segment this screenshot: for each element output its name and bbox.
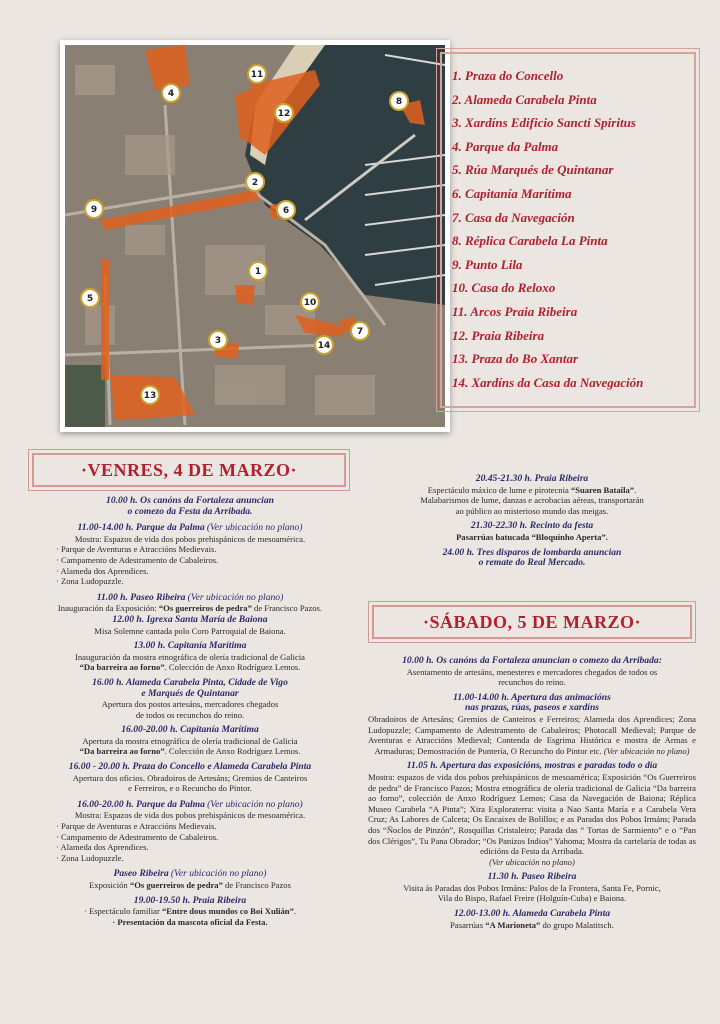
map-pin-13[interactable] — [141, 386, 159, 404]
map-pin-1[interactable] — [249, 262, 267, 280]
friday-schedule-continued — [364, 474, 700, 574]
svg-text:7: 7 — [356, 327, 364, 337]
legend-item: 14. Xardíns da Casa da Navegación — [452, 374, 644, 390]
event: 11.00-14.00 h. Parque da Palma (Ver ubicación no plano) Mostra: Espazos de vida dos pobos prehispánicos de mesoamérica. · Parque de Aventuras e Atraccións Medievais. · Campamento de Adestramento de Cabaleiros. · Alameda dos Aprendices. · Zona Ludopuzzle. — [56, 522, 306, 587]
svg-text:9: 9 — [90, 205, 98, 215]
legend-item: 13. Praza do Bo Xantar — [452, 351, 579, 367]
event: 12.00 h. Igrexa Santa María de Baiona Misa Solemne cantada polo Coro Parroquial de Baiona. — [94, 613, 286, 636]
legend-item: 5. Rúa Marqués de Quintanar — [452, 162, 614, 178]
event: 13.00 h. Capitanía Marítima Inauguración da mostra etnográfica de olería tradicional de Galicia “Da barreira ao forno”. Colección de Anxo Rodríguez Lemos. — [74, 640, 305, 673]
friday-header: ·VENRES, 4 DE MARZO· — [32, 453, 346, 487]
map-pin-12[interactable] — [275, 104, 293, 122]
event: 16.00 h. Alameda Carabela Pinta, Cidade de Vigo e Marqués de Quintanar Apertura dos postos artesáns, mercadores chegados de todos os recunchos do reino. — [92, 676, 288, 720]
event: 11.30 h. Paseo Ribeira Visita ás Paradas dos Pobos Irmáns: Palos de la Frontera, Santa Fe, Pornic, Vila do Bispo, Rafael Freire (Holguín-Cuba) e Baiona. — [403, 871, 661, 904]
event: 11.05 h. Apertura das exposicións, mostras e paradas todo o día Mostra: espazos de vida dos pobos prehispánicos de mesoamérica; Exposición “Os Guerreiros de pedra” de Francisco Pazos; Mostra etnográfica de olería tradicional de Galicia “Da barreira ao forno”, colección de Anxo Rodríguez Lemos; Casa da Navegación de Baiona; Réplica Museo Carabela “A Pinta”; Xira Exploraterra: visita a Nao Santa María e a Carabela Vera Cruz; As Labores de Calceta; Os Encaixes de Bolillos; e as Paradas dos Pobos Irmáns; Parada dos “Ñoclos de Pinzón”, Rosquillas Cristaleiro; Parada das “ Tortas de Sarmiento” e o “Pan dos Clérigos”, Tu Pana Obrador; “Os Panizos Indios” Yahoma; Mostra da cartelaría de todas as edicións da Festa da Arribada. (Ver ubicación no plano) — [368, 760, 696, 867]
svg-text:14: 14 — [317, 341, 331, 351]
map-pin-3[interactable] — [209, 331, 227, 349]
map-pin-4[interactable] — [162, 84, 180, 102]
map-pin-6[interactable] — [277, 201, 295, 219]
event: 10.00 h. Os canóns da Fortaleza anuncian o comezo da Arribada: Asentamento de artesáns, menesteres e mercadores chegados de todos os recunchos do reino. — [402, 655, 662, 688]
legend-item: 11. Arcos Praia Ribeira — [452, 303, 578, 319]
svg-text:10: 10 — [303, 298, 317, 308]
svg-text:1: 1 — [254, 267, 262, 277]
event: 16.00 - 20.00 h. Praza do Concello e Alameda Carabela Pinta Apertura dos oficios. Obradoiros de Artesáns; Gremios de Canteiros e Ferreiros, e o Recuncho do Pintor. — [68, 761, 312, 794]
friday-schedule — [20, 496, 360, 932]
svg-text:6: 6 — [282, 206, 290, 216]
legend-item: 6. Capitanía Marítima — [452, 185, 572, 201]
map-pin-10[interactable] — [301, 293, 319, 311]
map-pin-11[interactable] — [248, 65, 266, 83]
svg-text:8: 8 — [395, 97, 403, 107]
event: 12.00-13.00 h. Alameda Carabela Pinta Pasarrúas “A Marioneta” do grupo Malatitsch. — [450, 908, 614, 930]
map-image — [65, 45, 445, 427]
map-pin-9[interactable] — [85, 200, 103, 218]
map-legend — [452, 64, 692, 394]
saturday-schedule — [364, 656, 700, 935]
legend-item: 10. Casa do Reloxo — [452, 280, 556, 296]
svg-text:4: 4 — [167, 89, 175, 99]
map-pin-8[interactable] — [390, 92, 408, 110]
legend-item: 8. Réplica Carabela La Pinta — [452, 233, 608, 249]
svg-text:5: 5 — [86, 294, 94, 304]
event: 20.45-21.30 h. Praia Ribeira Espectáculo máxico de lume e pirotecnia “Suaren Bataila”. Malabarismos de lume, danzas e acrobacias aéreas, transportarán ao público ao misterioso mundo das meigas. — [420, 473, 644, 516]
svg-text:3: 3 — [214, 336, 222, 346]
legend-item: 4. Parque da Palma — [452, 138, 559, 154]
event: 16.00-20.00 h. Capitanía Marítima Apertura da mostra etnográfica de olería tradicional de Galicia “Da barreira ao forno”. Colección de Anxo Rodríguez Lemos. — [79, 724, 301, 757]
map-pin-14[interactable] — [315, 336, 333, 354]
map-pin-2[interactable] — [246, 173, 264, 191]
event: 16.00-20.00 h. Parque da Palma (Ver ubicación no plano) Mostra: Espazos de vida dos pobos prehispánicos de mesoamérica. · Parque de Aventuras e Atraccións Medievais. · Campamento de Adestramento de Cabaleiros. · Alameda dos Aprendices. · Zona Ludopuzzle. — [56, 798, 306, 863]
svg-text:11: 11 — [250, 70, 264, 80]
saturday-header: ·SÁBADO, 5 DE MARZO· — [372, 605, 692, 639]
event: 19.00-19.50 h. Praia Ribeira · Espectáculo familiar “Entre dous mundos co Boi Xulián”. · Presentación da mascota oficial da Festa. — [83, 894, 297, 927]
legend-item: 1. Praza do Concello — [452, 68, 564, 83]
svg-text:13: 13 — [143, 391, 157, 401]
event: 10.00 h. Os canóns da Fortaleza anuncian o comezo da Festa da Arribada. — [106, 495, 274, 517]
svg-text:2: 2 — [251, 178, 259, 188]
event: 11.00 h. Paseo Ribeira (Ver ubicación no plano) Inauguración da Exposición: “Os guerreiros de pedra” de Francisco Pazos. — [57, 591, 323, 614]
legend-item: 3. Xardíns Edificio Sancti Spiritus — [452, 115, 636, 131]
map-pin-7[interactable] — [351, 322, 369, 340]
legend-item: 2. Alameda Carabela Pinta — [452, 91, 597, 107]
map-pin-5[interactable] — [81, 289, 99, 307]
event: 21.30-22.30 h. Recinto da festa Pasarrúas batucada “Bloquinho Aperta”. — [456, 520, 608, 542]
legend-item: 7. Casa da Navegación — [452, 209, 575, 225]
legend-item: 12. Praia Ribeira — [452, 327, 545, 343]
legend-item: 9. Punto Lila — [452, 256, 523, 272]
event: 24.00 h. Tres disparos de lombarda anuncian o remate do Real Mercado. — [442, 546, 622, 569]
svg-text:12: 12 — [277, 109, 291, 119]
event: 11.00-14.00 h. Apertura das animacións nas prazas, rúas, paseos e xardíns Obradoiros de Artesáns; Gremios de Canteiros e Ferreiros; Alameda dos Aprendices; Zona Ludopuzzle; Campamento de Adestramento de Cabaleiros; Photocall Medieval; Parque de Aventuras e Atraccións Medieval; Contenda de Esgrima Histórica e mostra de Armas e Armaduras; Demostración de Puntería, O Recuncho do Pintor etc. (Ver ubicación no plano) — [368, 691, 696, 756]
aerial-map[interactable] — [60, 40, 450, 432]
event: Paseo Ribeira (Ver ubicación no plano) Exposición “Os guerreiros de pedra” de Francisco Pazos — [89, 868, 291, 890]
